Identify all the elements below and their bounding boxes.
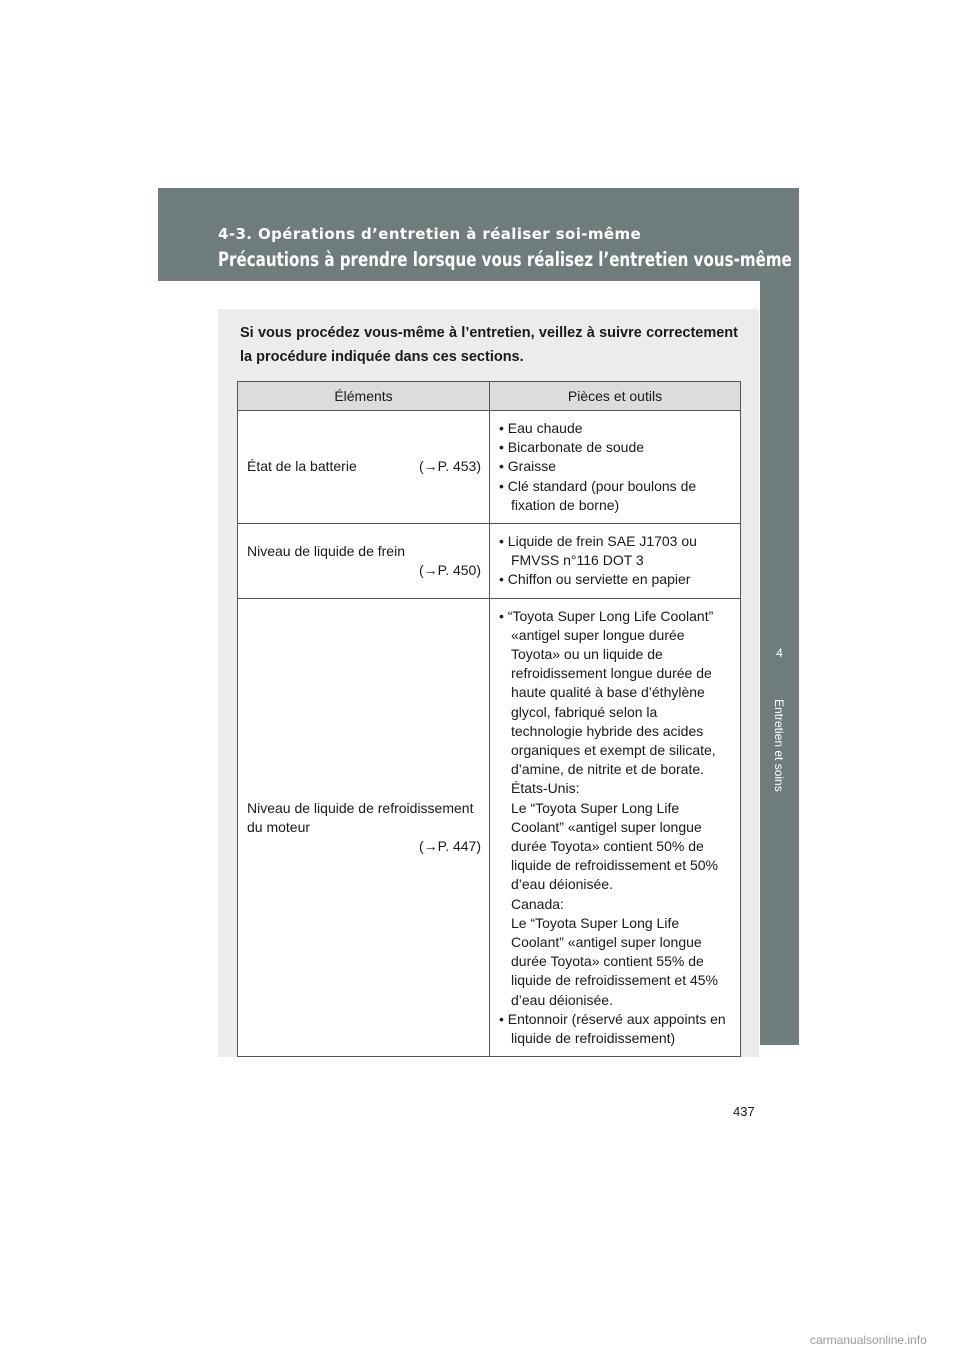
item-cell: [238, 524, 490, 599]
section-header: [158, 188, 799, 281]
column-header-tools: Pièces et outils: [490, 382, 741, 411]
note-heading-canada: Canada:: [511, 895, 564, 912]
table-row: [238, 524, 741, 599]
watermark: carmanualsonline.info: [810, 1333, 927, 1347]
page-reference: (→P. 447): [419, 838, 481, 855]
tools-cell: [490, 598, 741, 1057]
page-reference: (→P. 453): [419, 458, 481, 475]
chapter-side-tab: [760, 281, 799, 1045]
table-header-row: [238, 382, 741, 411]
list-item: • Eau chaude: [499, 419, 732, 438]
table-row: [238, 411, 741, 524]
tools-cell: [490, 524, 741, 599]
section-subtitle: 4-3. Opérations d’entretien à réaliser soi-même: [218, 225, 642, 243]
item-cell: [238, 411, 490, 524]
list-item: • Clé standard (pour boulons de fixation de borne): [499, 477, 732, 515]
item-name: État de la batterie: [247, 458, 357, 475]
list-item: • Graisse: [499, 457, 732, 476]
coolant-description: “Toyota Super Long Life Coolant” «antigel super longue durée Toyota» ou un liquide de refroidissement longue durée de haute qualité à base d’éthylène glycol, fabriqué selon la technologie hybride des acides organiques et exempt de silicate, d’amine, de nitrite et de borate.: [507, 607, 716, 778]
note-text-us: Le “Toyota Super Long Life Coolant” «antigel super longue durée Toyota» contient 50% de liquide de refroidissement et 50% d’eau déionisée.: [511, 799, 719, 893]
list-item: • Chiffon ou serviette en papier: [499, 570, 732, 589]
page-reference: (→P. 450): [419, 561, 481, 578]
chapter-number: 4: [776, 646, 783, 660]
page-number: 437: [733, 1104, 755, 1119]
note-text-canada: Le “Toyota Super Long Life Coolant” «antigel super longue durée Toyota» contient 55% de liquide de refroidissement et 45% d’eau déionisée.: [511, 914, 719, 1008]
item-name: Niveau de liquide de frein: [247, 542, 405, 559]
list-item: • Liquide de frein SAE J1703 ou FMVSS n°116 DOT 3: [499, 532, 732, 570]
list-item: [499, 607, 732, 1010]
page-title: Précautions à prendre lorsque vous réalisez l’entretien vous-même: [218, 248, 792, 271]
list-item: • Entonnoir (réservé aux appoints en liquide de refroidissement): [499, 1010, 732, 1048]
chapter-label: Entretien et soins: [772, 699, 786, 792]
content-box: [218, 309, 759, 1057]
tools-cell: [490, 411, 741, 524]
table-row: [238, 598, 741, 1057]
maintenance-table: [237, 381, 741, 1057]
item-cell: [238, 598, 490, 1057]
column-header-items: Éléments: [238, 382, 490, 411]
list-item: • Bicarbonate de soude: [499, 438, 732, 457]
note-heading-us: États-Unis:: [511, 780, 580, 797]
item-name: Niveau de liquide de refroidissement du moteur: [247, 799, 474, 835]
intro-text: Si vous procédez vous-même à l’entretien, veillez à suivre correctement la procédure indiquée dans ces sections.: [240, 325, 738, 365]
